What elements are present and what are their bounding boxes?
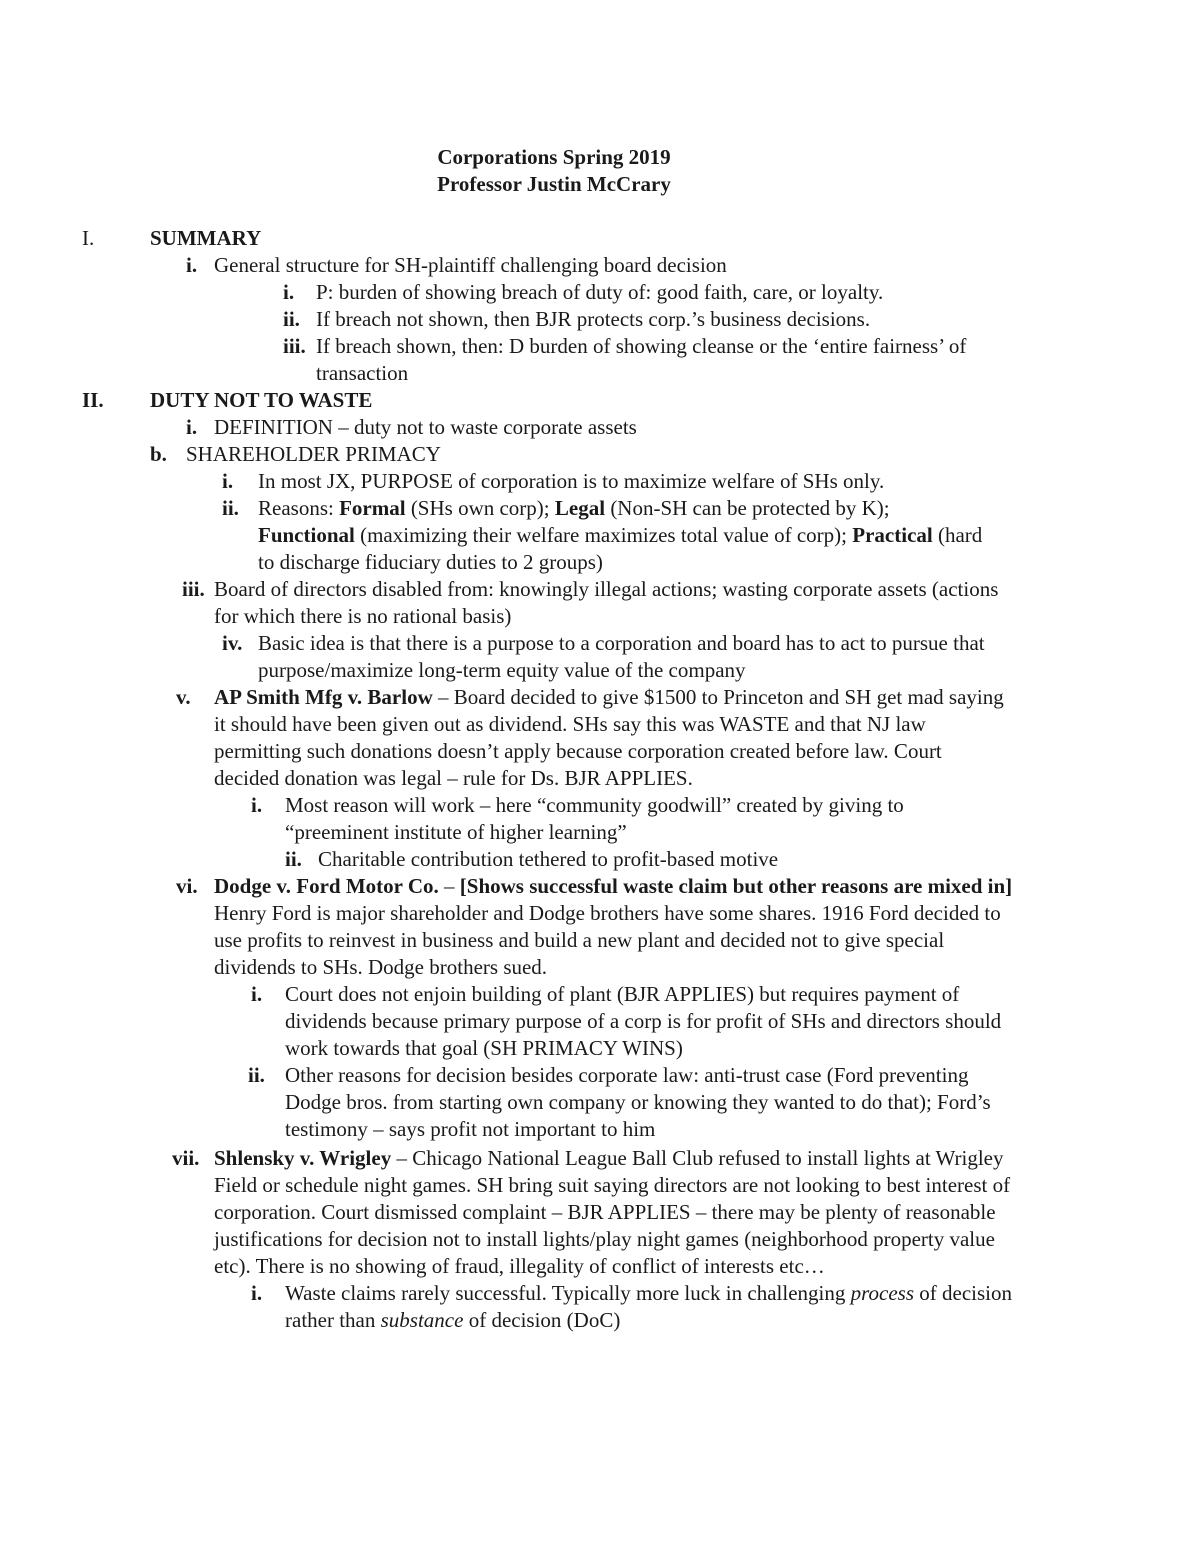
item-text: DEFINITION – duty not to waste corporate assets — [214, 415, 637, 439]
section-marker: I. — [82, 226, 95, 250]
reason-practical-desc: (hard — [932, 523, 983, 547]
case-shlensky-wrigley — [0, 1145, 1200, 1172]
case-shlensky-continued — [0, 1226, 1200, 1253]
subitem-marker: ii. — [285, 847, 302, 871]
subitem-text — [285, 1307, 1120, 1334]
item-text: General structure for SH-plaintiff challenging board decision — [214, 253, 727, 277]
subitem-text-part: of decision (DoC) — [463, 1308, 621, 1332]
case-line — [214, 684, 1120, 711]
case-marker: v. — [176, 685, 191, 709]
section-heading: SUMMARY — [150, 226, 262, 250]
subitem-text-part: rather than — [285, 1308, 381, 1332]
document-subtitle: Professor Justin McCrary — [437, 172, 671, 196]
case-subitem-continued — [0, 1089, 1200, 1116]
subitem-marker: iii. — [283, 334, 306, 358]
reason-functional: Functional — [258, 523, 355, 547]
subitem-marker: ii. — [248, 1063, 265, 1087]
reason-functional-desc: (maximizing their welfare maximizes total value of corp); — [354, 523, 853, 547]
case-line: justifications for decision not to install lights/play night games (neighborhood property value — [214, 1227, 995, 1251]
case-line — [214, 1145, 1120, 1172]
case-line: Field or schedule night games. SH bring suit saying directors are not looking to best interest of — [214, 1173, 1011, 1197]
subitem-text: Other reasons for decision besides corporate law: anti-trust case (Ford preventing — [285, 1063, 969, 1087]
section-heading: DUTY NOT TO WASTE — [150, 388, 373, 412]
case-ap-smith — [0, 684, 1200, 711]
subitem-marker: i. — [283, 280, 295, 304]
subitem-text: work towards that goal (SH PRIMACY WINS) — [285, 1036, 683, 1060]
case-name: Shlensky v. Wrigley — [214, 1146, 392, 1170]
subitem-text — [285, 1280, 1120, 1307]
case-marker: vii. — [172, 1146, 200, 1170]
reasons-line — [258, 522, 1120, 549]
subitem-marker: i. — [251, 1281, 263, 1305]
case-subitem-continued — [0, 1116, 1200, 1143]
case-subitem — [0, 792, 1200, 819]
case-dash: – — [438, 874, 460, 898]
case-subitem-continued — [0, 1035, 1200, 1062]
case-shlensky-continued — [0, 1172, 1200, 1199]
case-summary: – Board decided to give $1500 to Princeton and SH get mad saying — [432, 685, 1004, 709]
summary-subitem — [0, 333, 1200, 360]
case-line: Henry Ford is major shareholder and Dodge brothers have some shares. 1916 Ford decided to — [214, 901, 1001, 925]
case-dodge-ford-continued — [0, 954, 1200, 981]
case-subitem-continued — [0, 1307, 1200, 1334]
case-ap-smith-continued — [0, 738, 1200, 765]
case-ap-smith-continued — [0, 765, 1200, 792]
basic-idea-item — [0, 630, 1200, 657]
board-disabled-continued — [0, 603, 1200, 630]
subitem-marker: i. — [222, 469, 234, 493]
summary-subitem-continued — [0, 360, 1200, 387]
subitem-marker: i. — [251, 982, 263, 1006]
shareholder-primacy-item — [0, 441, 1200, 468]
item-marker: i. — [186, 415, 198, 439]
subitem-marker: iv. — [222, 631, 243, 655]
section-marker: II. — [82, 388, 104, 412]
subitem-text: If breach shown, then: D burden of showing cleanse or the ‘entire fairness’ of — [316, 334, 967, 358]
case-name: AP Smith Mfg v. Barlow — [214, 685, 433, 709]
subitem-text-part: of decision — [914, 1281, 1012, 1305]
case-subitem — [0, 846, 1200, 873]
item-text: for which there is no rational basis) — [214, 604, 512, 628]
summary-item — [0, 252, 1200, 279]
subitem-text-part: Waste claims rarely successful. Typically more luck in challenging — [285, 1281, 851, 1305]
case-subitem — [0, 1280, 1200, 1307]
section-duty-heading — [0, 387, 1200, 414]
section-summary-heading — [0, 225, 1200, 252]
case-dodge-ford-continued — [0, 927, 1200, 954]
reason-legal: Legal — [554, 496, 606, 520]
primacy-reasons-continued — [0, 549, 1200, 576]
case-line: it should have been given out as dividend. SHs say this was WASTE and that NJ law — [214, 712, 926, 736]
reason-formal-desc: (SHs own corp); — [405, 496, 555, 520]
case-line: permitting such donations doesn’t apply because corporation created before law. Court — [214, 739, 942, 763]
case-line — [214, 873, 1120, 900]
subitem-marker: ii. — [222, 496, 239, 520]
case-dodge-ford-continued — [0, 900, 1200, 927]
document-title: Corporations Spring 2019 — [437, 145, 671, 169]
reasons-line: to discharge fiduciary duties to 2 groups) — [258, 550, 603, 574]
case-summary: – Chicago National League Ball Club refused to install lights at Wrigley — [391, 1146, 1004, 1170]
subitem-text: P: burden of showing breach of duty of: good faith, care, or loyalty. — [316, 280, 884, 304]
case-shlensky-continued — [0, 1199, 1200, 1226]
summary-subitem — [0, 306, 1200, 333]
reasons-label: Reasons: — [258, 496, 340, 520]
subitem-marker: i. — [251, 793, 263, 817]
subitem-text: If breach not shown, then BJR protects corp.’s business decisions. — [316, 307, 871, 331]
item-text: Board of directors disabled from: knowingly illegal actions; wasting corporate assets (actions — [214, 577, 999, 601]
case-ap-smith-continued — [0, 711, 1200, 738]
item-marker: iii. — [182, 577, 205, 601]
subitem-text: “preeminent institute of higher learning” — [285, 820, 627, 844]
subitem-text: dividends because primary purpose of a corp is for profit of SHs and directors should — [285, 1009, 1002, 1033]
subitem-marker: ii. — [283, 307, 300, 331]
reason-formal: Formal — [339, 496, 406, 520]
subitem-text: testimony – says profit not important to him — [285, 1117, 656, 1141]
item-marker: b. — [150, 442, 167, 466]
case-subitem-continued — [0, 1008, 1200, 1035]
case-subitem-continued — [0, 819, 1200, 846]
case-line: use profits to reinvest in business and build a new plant and decided not to give special — [214, 928, 945, 952]
subitem-text: Most reason will work – here “community goodwill” created by giving to — [285, 793, 904, 817]
case-shlensky-continued — [0, 1253, 1200, 1280]
primacy-subitem — [0, 468, 1200, 495]
primacy-reasons — [0, 495, 1200, 522]
summary-subitem — [0, 279, 1200, 306]
subitem-text: In most JX, PURPOSE of corporation is to maximize welfare of SHs only. — [258, 469, 885, 493]
case-subitem — [0, 981, 1200, 1008]
primacy-reasons-continued — [0, 522, 1200, 549]
board-disabled-item — [0, 576, 1200, 603]
case-line: dividends to SHs. Dodge brothers sued. — [214, 955, 548, 979]
item-marker: i. — [186, 253, 198, 277]
subitem-text: Basic idea is that there is a purpose to a corporation and board has to act to pursue that — [258, 631, 985, 655]
case-marker: vi. — [176, 874, 198, 898]
case-subitem — [0, 1062, 1200, 1089]
basic-idea-continued — [0, 657, 1200, 684]
reason-practical: Practical — [852, 523, 933, 547]
subitem-text: Dodge bros. from starting own company or knowing they wanted to do that); Ford’s — [285, 1090, 991, 1114]
case-line: decided donation was legal – rule for Ds. BJR APPLIES. — [214, 766, 693, 790]
subitem-emphasis: process — [850, 1281, 914, 1305]
subitem-text: Court does not enjoin building of plant (BJR APPLIES) but requires payment of — [285, 982, 960, 1006]
definition-item — [0, 414, 1200, 441]
item-text: SHAREHOLDER PRIMACY — [186, 442, 441, 466]
case-line: corporation. Court dismissed complaint – BJR APPLIES – there may be plenty of reasonable — [214, 1200, 996, 1224]
case-note: [Shows successful waste claim but other reasons are mixed in] — [459, 874, 1013, 898]
case-name: Dodge v. Ford Motor Co. — [214, 874, 439, 898]
subitem-text: transaction — [316, 361, 409, 385]
case-dodge-ford — [0, 873, 1200, 900]
subitem-text: purpose/maximize long-term equity value of the company — [258, 658, 746, 682]
case-line: etc). There is no showing of fraud, illegality of conflict of interests etc… — [214, 1254, 825, 1278]
subitem-text: Charitable contribution tethered to profit-based motive — [318, 847, 779, 871]
reasons-line — [258, 495, 1120, 522]
subitem-emphasis: substance — [380, 1308, 464, 1332]
reason-legal-desc: (Non-SH can be protected by K); — [605, 496, 890, 520]
